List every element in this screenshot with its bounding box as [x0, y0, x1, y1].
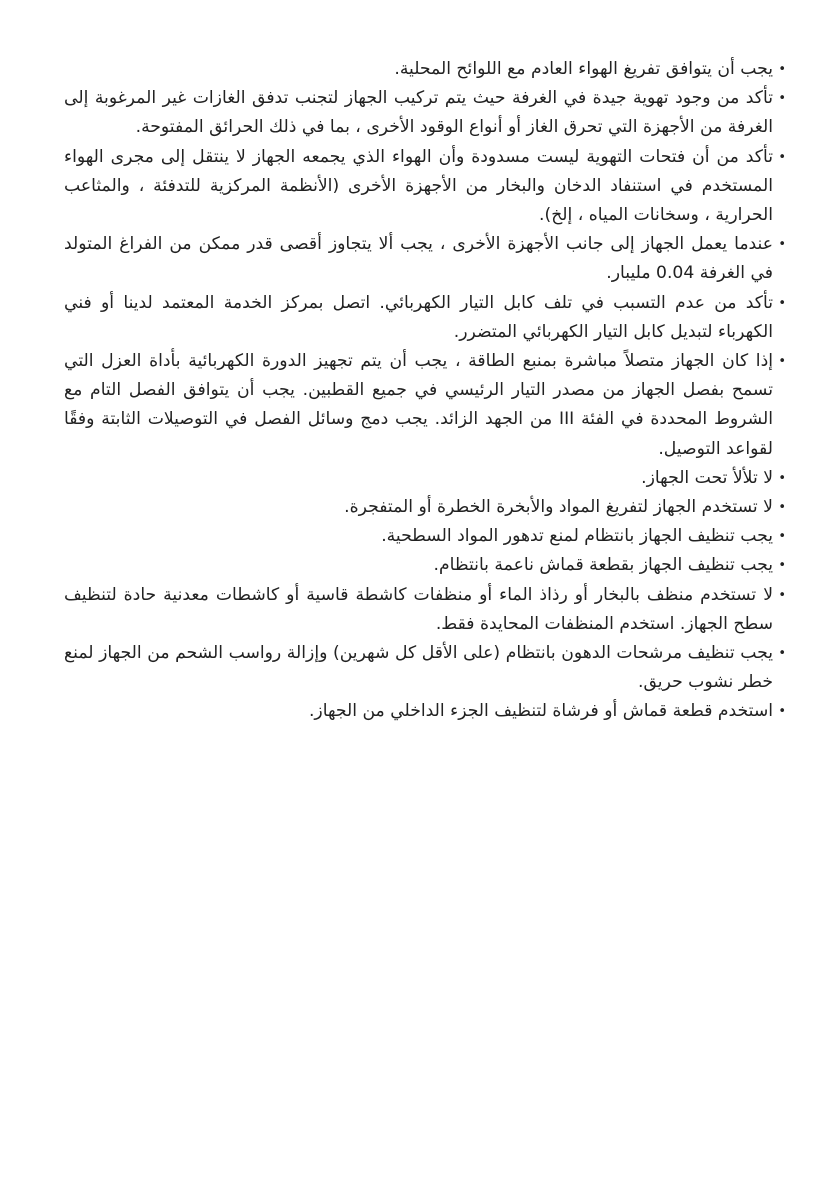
item-text: تأكد من أن فتحات التهوية ليست مسدودة وأن الهواء الذي يجمعه الجهاز لا ينتقل إلى مجرى الهواء المستخدم في استنفاد الدخان والبخار من الأجهزة الأخرى (الأنظمة المركزية للتدفئة ، والمثاعب الحرارية ، وسخانات المياه ، إلخ). — [64, 146, 773, 226]
list-item — [64, 143, 784, 231]
safety-instructions-list — [64, 55, 784, 727]
bullet-icon: • — [778, 558, 786, 574]
list-item — [64, 581, 784, 639]
item-text: استخدم قطعة قماش أو فرشاة لتنظيف الجزء الداخلي من الجهاز. — [308, 701, 773, 722]
bullet-icon: • — [778, 500, 786, 516]
item-text: يجب تنظيف الجهاز بانتظام لمنع تدهور المواد السطحية. — [381, 526, 773, 547]
bullet-icon: • — [778, 354, 786, 370]
item-text: إذا كان الجهاز متصلاً مباشرة بمنبع الطاقة ، يجب أن يتم تجهيز الدورة الكهربائية بأداة العزل التي تسمح بفصل الجهاز من مصدر التيار الرئيسي في جميع القطبين. يجب أن يتوافق الفصل التام مع الشروط المحددة في الفئة III من الجهد الزائد. يجب دمج وسائل الفصل في التوصيلات الثابتة وفقًا لقواعد التوصيل. — [64, 351, 773, 459]
item-text: لا تلألأ تحت الجهاز. — [641, 467, 773, 488]
document-page — [64, 55, 784, 727]
item-text: يجب أن يتوافق تفريغ الهواء العادم مع اللوائح المحلية. — [394, 59, 773, 79]
item-text: عندما يعمل الجهاز إلى جانب الأجهزة الأخرى ، يجب ألا يتجاوز أقصى قدر ممكن من الفراغ المتولد في الغرفة 0.04 مليبار. — [64, 234, 773, 284]
item-text: يجب تنظيف مرشحات الدهون بانتظام (على الأقل كل شهرين) وإزالة رواسب الشحم من الجهاز لمنع خطر نشوب حريق. — [64, 643, 773, 693]
bullet-icon: • — [778, 237, 786, 253]
bullet-icon: • — [778, 62, 786, 77]
list-item — [64, 639, 784, 697]
bullet-icon: • — [778, 704, 786, 720]
list-item — [64, 551, 784, 580]
list-item — [64, 464, 784, 493]
list-item — [64, 347, 784, 464]
bullet-icon: • — [778, 646, 786, 662]
list-item — [64, 289, 784, 347]
list-item — [64, 230, 784, 288]
bullet-icon: • — [778, 529, 786, 545]
list-item — [64, 697, 784, 726]
list-item — [64, 84, 784, 142]
item-text: لا تستخدم منظف بالبخار أو رذاذ الماء أو منظفات كاشطة قاسية أو كاشطات معدنية حادة لتنظيف سطح الجهاز. استخدم المنظفات المحايدة فقط. — [64, 584, 773, 634]
list-item — [64, 55, 784, 84]
list-item — [64, 522, 784, 551]
item-text: لا تستخدم الجهاز لتفريغ المواد والأبخرة الخطرة أو المتفجرة. — [344, 497, 773, 518]
bullet-icon: • — [778, 91, 786, 107]
bullet-icon: • — [778, 149, 786, 165]
item-text: يجب تنظيف الجهاز بقطعة قماش ناعمة بانتظام. — [433, 555, 773, 576]
bullet-icon: • — [778, 295, 786, 311]
item-text: تأكد من عدم التسبب في تلف كابل التيار الكهربائي. اتصل بمركز الخدمة المعتمد لدينا أو فني الكهرباء لتبديل كابل التيار الكهربائي المتضرر. — [64, 292, 773, 342]
item-text: تأكد من وجود تهوية جيدة في الغرفة حيث يتم تركيب الجهاز لتجنب تدفق الغازات غير المرغوبة إلى الغرفة من الأجهزة التي تحرق الغاز أو أنواع الوقود الأخرى ، بما في ذلك الحرائق المفتوحة. — [64, 88, 773, 138]
bullet-icon: • — [778, 470, 786, 486]
bullet-icon: • — [778, 587, 786, 603]
list-item — [64, 493, 784, 522]
